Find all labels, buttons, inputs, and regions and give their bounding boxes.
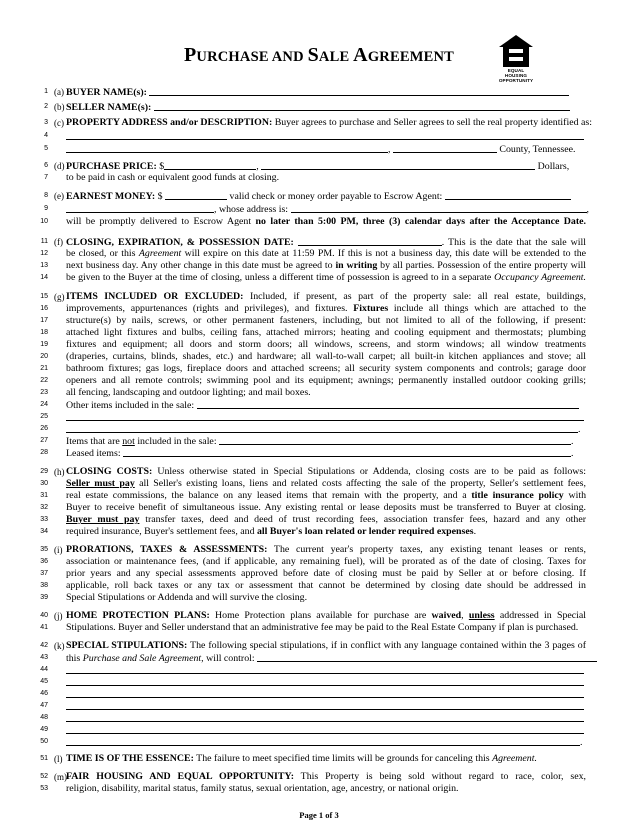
fill-in-blank[interactable] [66,411,584,421]
line-number: 12 [40,250,48,257]
line-number: 19 [40,341,48,348]
line-number: 21 [40,365,48,372]
line-text: be given to the Buyer at the time of closing, unless a different time of possession is agreed to in a separate Occupancy Agreement. [66,272,586,283]
line-number: 2 [44,103,48,110]
equal-housing-logo [498,34,534,83]
line-number: 48 [40,714,48,721]
line-text: CLOSING, EXPIRATION, & POSSESSION DATE: . This is the date that the sale will [66,237,587,248]
line-number: 52 [40,773,48,780]
document-line [40,375,586,387]
line-text: improvements, appurtenances (rights and privileges), and fixtures. Fixtures include all things which are attached to the [66,303,587,314]
line-number: 33 [40,516,48,523]
line-number: 17 [40,317,48,324]
line-text: HOME PROTECTION PLANS: Home Protection plans available for purchase are waived, unless addressed in Special [66,610,587,621]
document-line [40,676,586,688]
page-footer: Page 1 of 3 [299,810,339,820]
line-text: prior years and any special assessments approved before date of closing must be paid by Seller at or before closing. If [66,568,586,579]
line-number: 27 [40,437,48,444]
line-number: 46 [40,690,48,697]
document-line [40,387,586,399]
document-line [40,172,586,184]
line-text: attached light fixtures and bulbs, ceiling fans, attached mirrors; heating and cooling equipment and thermostats; plumbing [66,327,586,338]
line-text: SELLER NAME(s): [66,101,586,114]
page-title: PURCHASE AND SALE AGREEMENT [183,44,455,66]
line-text: be closed, or this Agreement will expire on this date at 11:59 PM. If this is not a business day, this date will be extended to the [66,248,587,259]
fill-in-blank[interactable] [257,652,597,662]
fill-in-blank[interactable] [66,736,580,746]
line-text: Leased items: . [66,448,574,459]
section-letter: (c) [54,118,64,128]
line-number: 50 [40,738,48,745]
document-line [40,423,586,435]
line-text: all fencing, landscaping and outdoor lighting; and mail boxes. [66,387,311,398]
line-text: this Purchase and Sale Agreement, will control: [66,652,586,665]
fill-in-blank[interactable] [291,203,587,213]
line-text: Buyer must pay transfer taxes, deed and deed of trust recording fees, association transfer fees, hazard and any other [66,514,586,525]
line-text: ITEMS INCLUDED OR EXCLUDED: Included, if present, as part of the property sale: all real estate, buildings, [66,291,586,302]
line-number: 36 [40,558,48,565]
fill-in-blank[interactable] [66,688,584,698]
fill-in-blank[interactable] [154,101,570,111]
document-line [40,544,586,556]
fill-in-blank[interactable] [66,712,584,722]
section-letter: (l) [54,754,63,764]
document-line [40,700,586,712]
line-text: (draperies, curtains, blinds, shades, etc.) and hardware; all wall-to-wall carpet; all built-in kitchen appliances and stove; all [66,351,586,362]
section-letter: (b) [54,102,65,112]
line-number: 5 [44,145,48,152]
line-text: required insurance, Buyer's settlement fees, and all Buyer's loan related or lender required expenses. [66,526,477,537]
document-line [40,771,586,783]
line-number: 10 [40,218,48,225]
document-line [40,236,586,248]
section-letter: (d) [54,161,65,171]
section-letter: (j) [54,611,63,621]
fill-in-blank[interactable] [149,86,569,96]
document-line [40,490,586,502]
line-number: 41 [40,624,48,631]
document-line [40,652,586,664]
equal-housing-logo-text: EQUAL HOUSING OPPORTUNITY [498,68,534,83]
line-number: 43 [40,654,48,661]
line-number: 3 [44,119,48,126]
document-line [40,466,586,478]
document-line [40,435,586,447]
document-line [40,592,586,604]
line-text: TIME IS OF THE ESSENCE: The failure to meet specified time limits will be grounds for canceling this Agreement. [66,753,537,764]
line-text: BUYER NAME(s): [66,86,586,99]
document-line [40,783,586,795]
line-text: . [66,423,586,436]
line-number: 25 [40,413,48,420]
document-line [40,568,586,580]
line-number: 45 [40,678,48,685]
line-text: applicable, roll back taxes or any tax or assessment that cannot be determined by closing date should be addressed in [66,580,586,591]
fill-in-blank[interactable] [66,203,214,213]
line-number: 38 [40,582,48,589]
line-number: 28 [40,449,48,456]
document-line [40,712,586,724]
line-text: Items that are not included in the sale: . [66,436,574,447]
document-line [40,664,586,676]
line-number: 32 [40,504,48,511]
document-line [40,478,586,490]
line-number: 51 [40,755,48,762]
line-number: 53 [40,785,48,792]
line-text: Other items included in the sale: [66,399,586,412]
fill-in-blank[interactable] [123,447,571,457]
line-number: 34 [40,528,48,535]
line-number: 49 [40,726,48,733]
line-number: 13 [40,262,48,269]
fill-in-blank[interactable] [298,236,442,246]
document-line [40,556,586,568]
line-number: 11 [40,238,48,245]
line-number: 35 [40,546,48,553]
section-letter: (a) [54,87,64,97]
line-number: 9 [44,205,48,212]
line-text: will be promptly delivered to Escrow Agent no later than 5:00 PM, three (3) calendar days after the Acceptance Date. [66,216,586,227]
fill-in-blank[interactable] [66,676,584,686]
fill-in-blank[interactable] [164,160,256,170]
line-text: . [66,736,586,749]
line-number: 44 [40,666,48,673]
line-number: 31 [40,492,48,499]
section-letter: (e) [54,191,64,201]
line-text: religion, disability, marital status, family status, sexual orientation, age, ancestry, or national origin. [66,783,459,794]
document-line [40,130,586,142]
line-text: Stipulations. Buyer and Seller understand that an administrative fee may be paid to the Real Estate Company if plan is purchased. [66,622,579,633]
document-line [40,216,586,228]
document-line [40,640,586,652]
section-letter: (i) [54,545,63,555]
fill-in-blank[interactable] [66,130,584,140]
document-line [40,203,589,215]
section-letter: (k) [54,641,65,651]
document-line [40,327,586,339]
document-line [40,724,586,736]
line-number: 42 [40,642,48,649]
line-number: 14 [40,274,48,281]
document-line [40,143,586,155]
document-line [40,117,592,129]
line-number: 20 [40,353,48,360]
line-text: , County, Tennessee. [66,143,586,156]
line-text: PURCHASE PRICE: $ , Dollars, [66,161,570,172]
line-text: bathroom fixtures; gas logs, fireplace doors and attached screens; all security system components and controls; garage door [66,363,586,374]
line-text: next business day. Any other change in this date must be agreed to in writing by all parties. Possession of the entire property will [66,260,586,271]
document-line [40,610,586,622]
line-number: 6 [44,162,48,169]
fill-in-blank[interactable] [66,143,388,153]
document-line [40,688,586,700]
document-line [40,291,586,303]
fill-in-blank[interactable] [165,190,227,200]
line-text: structure(s) by nails, screws, or other permanent fasteners, including, but not limited to all of the following, if present: [66,315,586,326]
line-text: Buyer to receive benefit of simultaneous issue. Any existing rental or lease deposits must be transferred to Buyer at closing. [66,502,586,513]
line-number: 23 [40,389,48,396]
line-text: PRORATIONS, TAXES & ASSESSMENTS: The current year's property taxes, any existing tenant leases or rents, [66,544,586,555]
document-line [40,101,586,113]
line-number: 47 [40,702,48,709]
line-number: 29 [40,468,48,475]
document-line [40,260,586,272]
document-line [40,753,586,765]
line-number: 39 [40,594,48,601]
line-text: Special Stipulations or Addenda and will survive the closing. [66,592,308,603]
line-text: EARNEST MONEY: $ valid check or money order payable to Escrow Agent: [66,190,586,203]
document-line [40,411,586,423]
equal-housing-house-icon [498,34,534,68]
section-letter: (m) [54,772,67,782]
line-number: 15 [40,293,48,300]
line-number: 30 [40,480,48,487]
line-number: 7 [44,174,48,181]
document-line [40,580,586,592]
fill-in-blank[interactable] [445,190,571,200]
document-line [40,272,586,284]
section-letter: (f) [54,237,63,247]
line-text: , whose address is: , [66,203,586,216]
line-text: CLOSING COSTS: Unless otherwise stated in Special Stipulations or Addenda, closing costs are to be paid as follows: [66,466,587,477]
document-line [40,351,586,363]
line-number: 22 [40,377,48,384]
line-number: 37 [40,570,48,577]
document-line [40,315,586,327]
section-letter: (g) [54,292,65,302]
line-text: Seller must pay all Seller's existing loans, liens and related costs affecting the sale of the property, Seller's settlement fees, [66,478,586,489]
line-number: 1 [44,88,48,95]
document-line [40,622,586,634]
line-text: association or maintenance fees, (and if applicable, any remaining fuel), will be prorated as of the date of closing. Taxes for [66,556,586,567]
document-line [40,502,586,514]
document-line [40,363,586,375]
line-text [66,130,586,143]
document-line [40,160,586,172]
line-text: PROPERTY ADDRESS and/or DESCRIPTION: Buyer agrees to purchase and Seller agrees to sell the real property identified as: [66,117,592,128]
fill-in-blank[interactable] [197,399,579,409]
document-line [40,526,586,538]
fill-in-blank[interactable] [66,700,584,710]
line-number: 24 [40,401,48,408]
fill-in-blank[interactable] [66,423,578,433]
document-line [40,736,586,748]
fill-in-blank[interactable] [66,664,584,674]
line-text: to be paid in cash or equivalent good funds at closing. [66,172,280,183]
document-line [40,514,586,526]
document-line [40,303,586,315]
line-number: 26 [40,425,48,432]
document-line [40,86,586,98]
line-number: 8 [44,192,48,199]
document-line [40,447,586,459]
document-line [40,190,586,202]
fill-in-blank[interactable] [219,435,571,445]
fill-in-blank[interactable] [66,724,584,734]
document-line [40,399,586,411]
line-text: SPECIAL STIPULATIONS: The following special stipulations, if in conflict with any language contained within the 3 pages of [66,640,586,651]
document-line [40,339,586,351]
fill-in-blank[interactable] [261,160,535,170]
line-number: 4 [44,132,48,139]
line-text: real estate commissions, the balance on any leased items that remain with the property, and a title insurance policy with [66,490,587,501]
fill-in-blank[interactable] [393,143,497,153]
line-number: 40 [40,612,48,619]
section-letter: (h) [54,467,65,477]
line-text: openers and all remote controls; swimming pool and its equipment; awnings; permanently installed outdoor cooking grills; [66,375,586,386]
document-line [40,248,586,260]
line-text: FAIR HOUSING AND EQUAL OPPORTUNITY: This Property is being sold without regard to race, color, sex, [66,771,586,782]
line-text: fixtures and equipment; all doors and storm doors; all windows, screens, and storm windows; all window treatments [66,339,586,350]
line-number: 18 [40,329,48,336]
line-number: 16 [40,305,48,312]
